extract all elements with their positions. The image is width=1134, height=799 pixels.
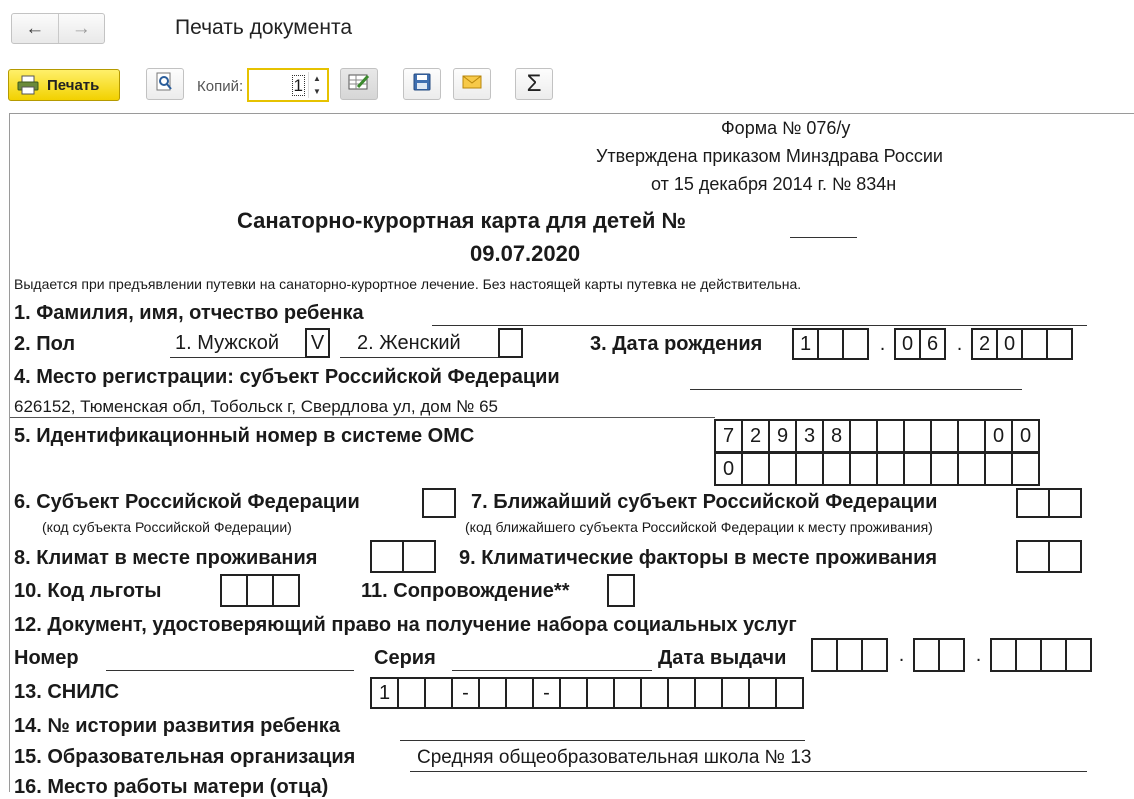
climate-cell-1	[370, 540, 404, 573]
snils-cells-cell	[775, 677, 804, 709]
oms2-cell	[768, 452, 797, 486]
oms1-cell: 3	[795, 419, 824, 453]
back-arrow-icon[interactable]: ←	[25, 17, 45, 39]
nearest-code-cell-1	[1016, 488, 1050, 518]
field-9-label: 9. Климатические факторы в месте проживания	[459, 547, 938, 569]
sex-male-line	[170, 357, 305, 358]
climate-boxes	[372, 540, 436, 573]
print-label: Печать	[47, 76, 100, 94]
subject-code-box	[424, 488, 456, 518]
copies-label: Копий:	[197, 78, 244, 95]
birth-cells-cell: .	[879, 332, 886, 355]
benefit-cell-2	[246, 574, 274, 607]
navigation-buttons	[11, 13, 105, 44]
issue-cells-cell	[913, 638, 940, 672]
snils-cells-cell: 1	[370, 677, 399, 709]
oms1-cell	[903, 419, 932, 453]
issue-cells-cell	[1065, 638, 1092, 672]
snils-cells-cell: -	[451, 677, 480, 709]
escort-box	[609, 574, 635, 607]
doc-number-label: Номер	[14, 647, 79, 669]
oms2-cell	[903, 452, 932, 486]
field-14-label: 14. № истории развития ребенка	[14, 715, 340, 737]
copies-value: 1	[293, 76, 303, 95]
field-7-hint: (код ближайшего субъекта Российской Федерации к месту проживания)	[465, 519, 933, 535]
issue-date-cells	[813, 638, 1092, 672]
oms1-cell: 7	[714, 419, 743, 453]
field-10-label: 10. Код льготы	[14, 580, 162, 602]
issue-cells-cell	[861, 638, 888, 672]
issue-cells-cell: .	[898, 643, 905, 666]
issue-cells-cell	[836, 638, 863, 672]
birth-cells-cell: 0	[894, 328, 921, 360]
field-4-label: 4. Место регистрации: субъект Российской Федерации	[14, 366, 560, 388]
climate-factor-cell-1	[1016, 540, 1050, 573]
sigma-icon: Σ	[526, 70, 542, 97]
benefit-cell-1	[220, 574, 248, 607]
sex-male-box	[307, 328, 330, 358]
birth-cells-cell	[1046, 328, 1073, 360]
address-divider	[10, 417, 715, 418]
oms1-cell	[930, 419, 959, 453]
preview-button[interactable]	[146, 68, 184, 100]
field-5-label: 5. Идентификационный номер в системе ОМС	[14, 425, 475, 447]
issue-cells-cell	[1015, 638, 1042, 672]
snils-cells-cell	[478, 677, 507, 709]
field-6-label: 6. Субъект Российской Федерации	[14, 491, 360, 513]
school-value: Средняя общеобразовательная школа № 13	[417, 747, 812, 768]
address-value: 626152, Тюменская обл, Тобольск г, Свердлова ул, дом № 65	[14, 397, 499, 416]
benefit-cell-3	[272, 574, 300, 607]
sex-female-line	[340, 357, 500, 358]
field-13-label: 13. СНИЛС	[14, 681, 120, 703]
snils-cells-cell	[748, 677, 777, 709]
snils-cells-cell	[694, 677, 723, 709]
subject-code-cell	[422, 488, 456, 518]
birth-cells-cell: .	[956, 332, 963, 355]
edit-mode-button[interactable]	[340, 68, 378, 100]
oms2-cell	[741, 452, 770, 486]
field-6-hint: (код субъекта Российской Федерации)	[42, 519, 292, 535]
oms1-cell	[876, 419, 905, 453]
card-title: Санаторно-курортная карта для детей №	[237, 208, 687, 233]
sex-female-label: 2. Женский	[357, 332, 461, 354]
snils-cells-cell	[505, 677, 534, 709]
birth-date-cells	[794, 328, 1073, 360]
history-number-line	[400, 740, 805, 741]
sex-female-mark	[498, 328, 523, 358]
climate-factor-cell-2	[1048, 540, 1082, 573]
sum-button[interactable]	[515, 68, 553, 100]
forward-arrow-icon[interactable]: →	[58, 14, 105, 43]
form-approved-date: от 15 декабря 2014 г. № 834н	[651, 174, 897, 194]
child-name-line	[432, 325, 1087, 326]
oms1-cell	[849, 419, 878, 453]
oms2-cell	[957, 452, 986, 486]
oms2-cell	[795, 452, 824, 486]
benefit-code-boxes	[222, 574, 300, 607]
issue-cells-cell	[1040, 638, 1067, 672]
oms-number-row-2	[716, 452, 1040, 486]
email-button[interactable]	[453, 68, 491, 100]
sex-female-box	[500, 328, 523, 358]
doc-number-line	[106, 670, 354, 671]
sex-male-label: 1. Мужской	[175, 332, 279, 354]
snils-cells-cell	[397, 677, 426, 709]
floppy-disk-icon	[413, 73, 431, 96]
oms1-cell: 9	[768, 419, 797, 453]
print-button[interactable]	[8, 69, 120, 101]
oms1-cell	[957, 419, 986, 453]
oms2-cell	[1011, 452, 1040, 486]
envelope-icon	[462, 74, 482, 95]
copies-spinner[interactable]	[308, 72, 325, 98]
card-date: 09.07.2020	[470, 241, 581, 266]
oms2-cell	[822, 452, 851, 486]
birth-cells-cell	[1021, 328, 1048, 360]
field-11-label: 11. Сопровождение**	[361, 580, 570, 602]
snils-cells-cell: -	[532, 677, 561, 709]
snils-cells-cell	[586, 677, 615, 709]
spin-down-icon[interactable]: ▼	[313, 87, 321, 96]
snils-cells	[372, 677, 804, 709]
edit-table-icon	[348, 73, 370, 96]
field-16-label: 16. Место работы матери (отца)	[14, 776, 329, 798]
nearest-subject-code-boxes	[1018, 488, 1082, 518]
sex-male-mark: V	[305, 328, 330, 358]
field-1-label: 1. Фамилия, имя, отчество ребенка	[14, 302, 364, 324]
school-line	[410, 771, 1087, 772]
issue-cells-cell	[938, 638, 965, 672]
oms1-cell: 2	[741, 419, 770, 453]
field-8-label: 8. Климат в месте проживания	[14, 547, 318, 569]
oms1-cell: 8	[822, 419, 851, 453]
issue-cells-cell	[990, 638, 1017, 672]
oms1-cell: 0	[984, 419, 1013, 453]
oms2-cell	[876, 452, 905, 486]
oms1-cell: 0	[1011, 419, 1040, 453]
climate-cell-2	[402, 540, 436, 573]
field-15-label: 15. Образовательная организация	[14, 746, 356, 768]
copies-input[interactable]	[247, 68, 329, 102]
doc-series-line	[452, 670, 652, 671]
spin-up-icon[interactable]: ▲	[313, 74, 321, 83]
oms2-cell	[849, 452, 878, 486]
region-line	[690, 389, 1022, 390]
card-note: Выдается при предъявлении путевки на санаторно-курортное лечение. Без настоящей карты путевка не действительна.	[14, 276, 802, 292]
birth-cells-cell: 2	[971, 328, 998, 360]
oms-number-row-1	[716, 419, 1040, 453]
birth-cells-cell: 1	[792, 328, 819, 360]
oms2-cell	[930, 452, 959, 486]
window-title: Печать документа	[175, 16, 353, 39]
escort-cell	[607, 574, 635, 607]
doc-issue-date-label: Дата выдачи	[658, 647, 787, 669]
issue-cells-cell: .	[975, 643, 982, 666]
field-12-label: 12. Документ, удостоверяющий право на получение набора социальных услуг	[14, 614, 797, 636]
printer-icon	[17, 75, 39, 95]
snils-cells-cell	[424, 677, 453, 709]
card-number-line	[790, 237, 857, 238]
form-approved: Утверждена приказом Минздрава России	[596, 146, 943, 166]
oms2-cell	[984, 452, 1013, 486]
issue-cells-cell	[811, 638, 838, 672]
oms2-cell: 0	[714, 452, 743, 486]
doc-series-label: Серия	[374, 647, 436, 669]
field-3-label: 3. Дата рождения	[590, 333, 763, 355]
climate-factors-boxes	[1018, 540, 1082, 573]
save-button[interactable]	[403, 68, 441, 100]
field-7-label: 7. Ближайший субъект Российской Федерации	[471, 491, 938, 513]
form-number: Форма № 076/у	[721, 118, 851, 138]
birth-cells-cell: 6	[919, 328, 946, 360]
snils-cells-cell	[613, 677, 642, 709]
snils-cells-cell	[667, 677, 696, 709]
birth-cells-cell	[817, 328, 844, 360]
snils-cells-cell	[721, 677, 750, 709]
snils-cells-cell	[640, 677, 669, 709]
snils-cells-cell	[559, 677, 588, 709]
nearest-code-cell-2	[1048, 488, 1082, 518]
magnifier-page-icon	[156, 72, 174, 97]
field-2-label: 2. Пол	[14, 333, 76, 355]
birth-cells-cell: 0	[996, 328, 1023, 360]
birth-cells-cell	[842, 328, 869, 360]
